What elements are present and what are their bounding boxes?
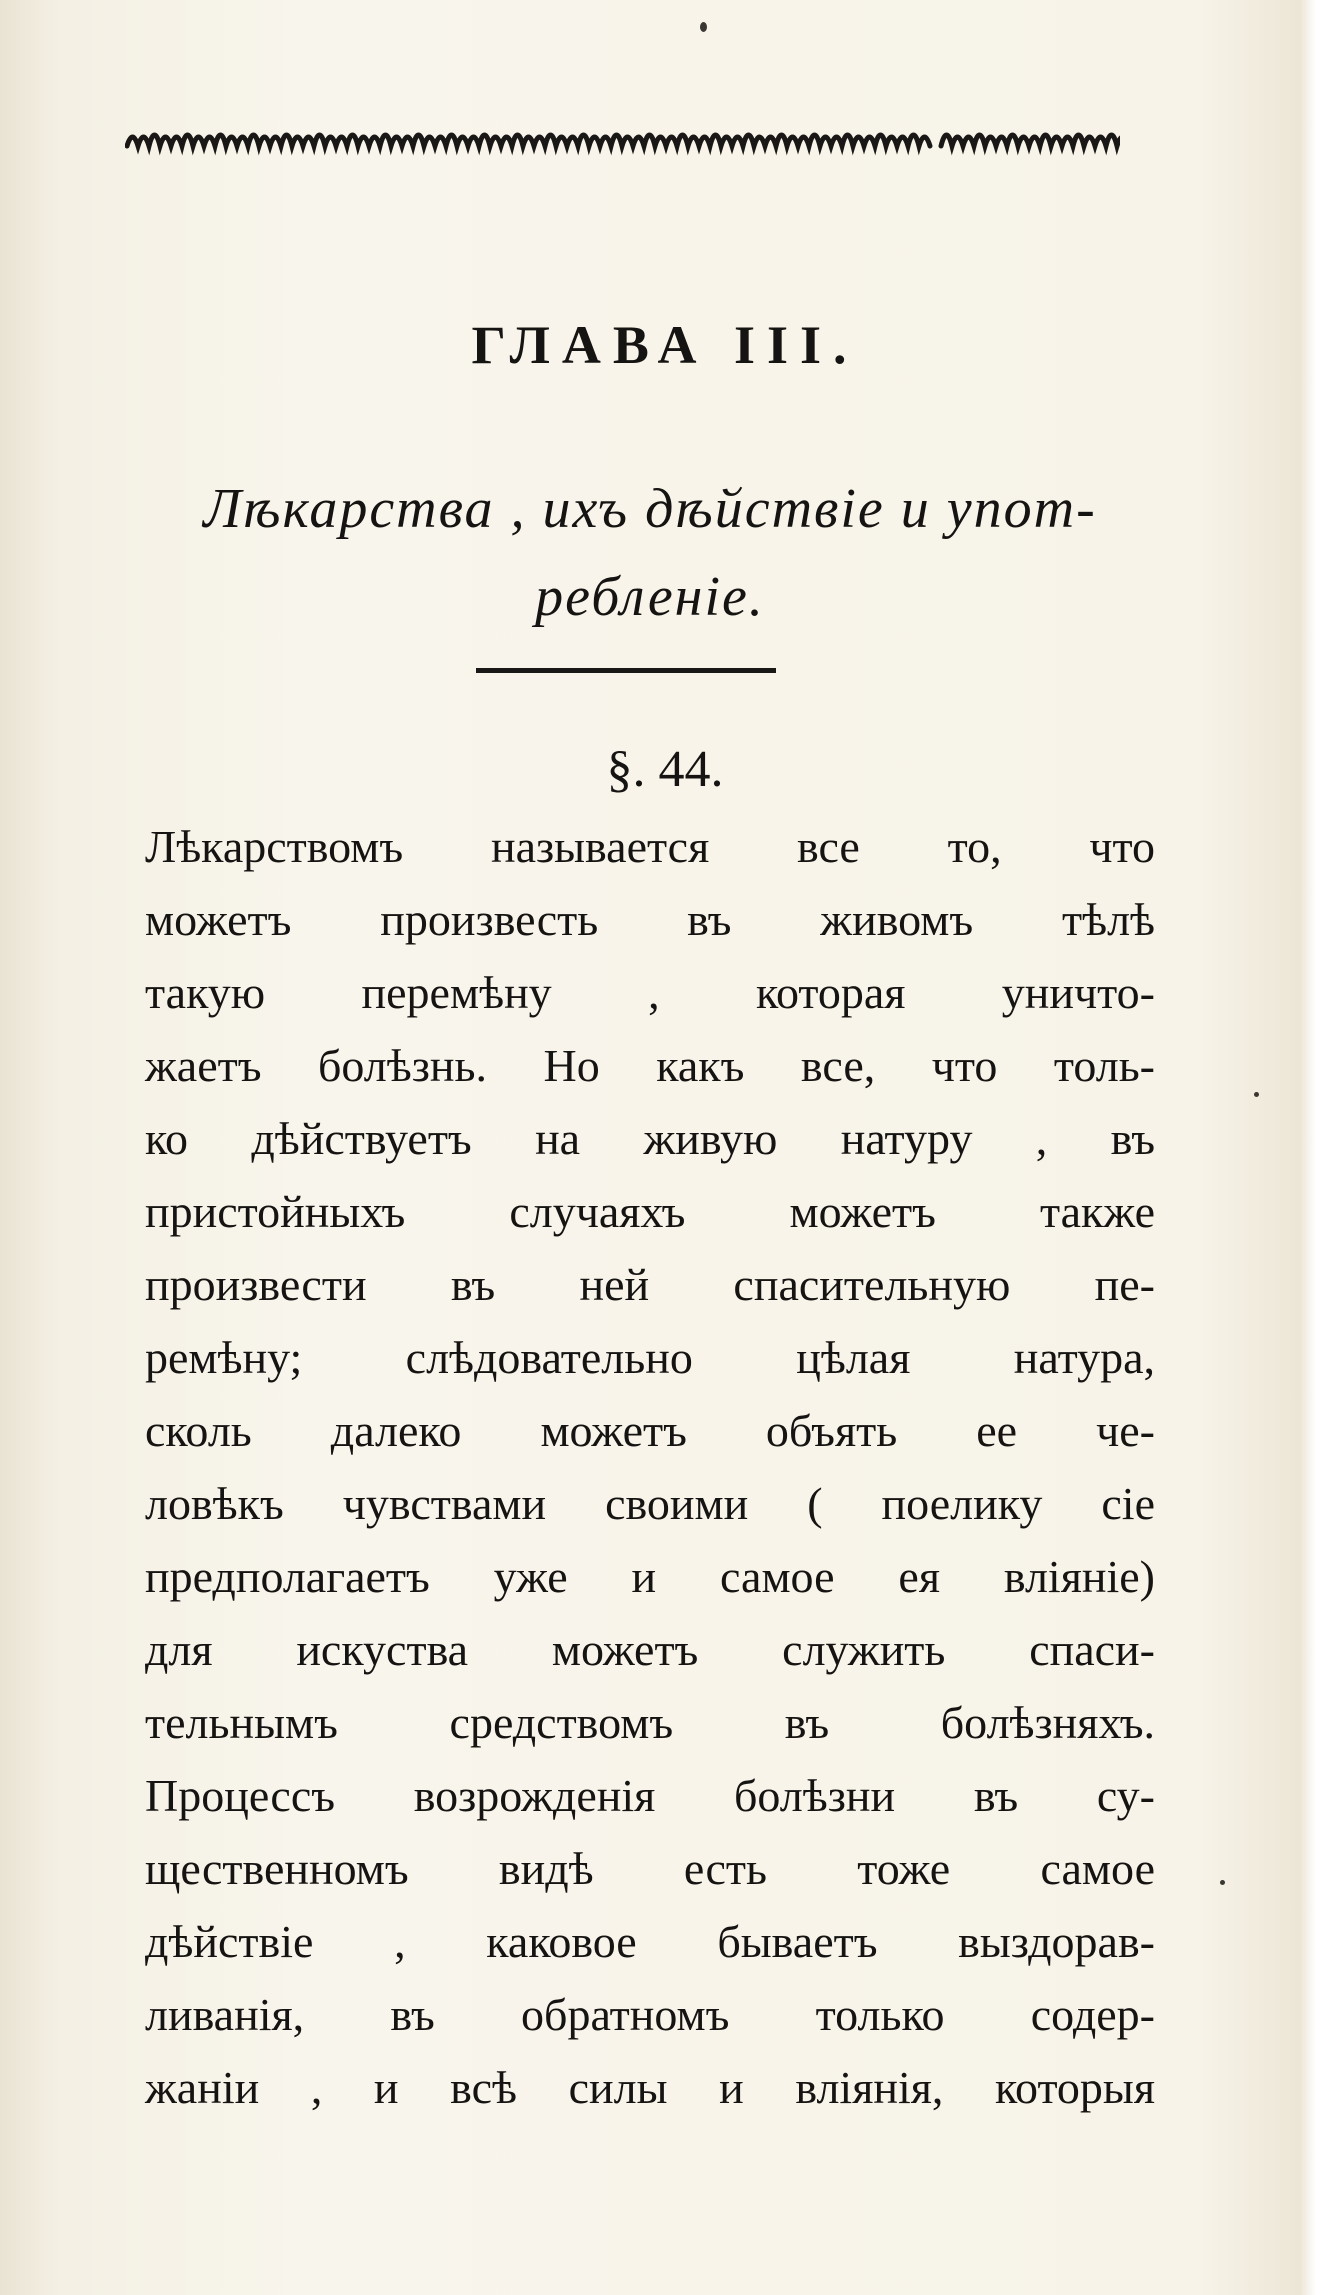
ink-speck (1220, 1880, 1225, 1885)
text-line: пристойныхъ случаяхъ можетъ также (145, 1186, 1155, 1237)
text-line: жаніи , и всѣ силы и вліянія, которыя (145, 2062, 1155, 2113)
text-line: можетъ произвесть въ живомъ тѣлѣ (145, 894, 1155, 945)
text-line: ливанія, въ обратномъ только содер- (145, 1989, 1155, 2040)
body-paragraph (145, 810, 1155, 2124)
text-line: ловѣкъ чувствами своими ( поелику сіе (145, 1478, 1155, 1529)
text-line: Процессъ возрожденія болѣзни въ су- (145, 1770, 1155, 1821)
chapter-subtitle (150, 465, 1150, 641)
text-line: ремѣну; слѣдовательно цѣлая натура, (145, 1332, 1155, 1383)
text-line: жаетъ болѣзнь. Но какъ все, что толь- (145, 1040, 1155, 1091)
text-line: произвести въ ней спасительную пе- (145, 1259, 1155, 1310)
text-line: такую перемѣну , которая уничто- (145, 967, 1155, 1018)
ink-speck (1254, 1092, 1259, 1097)
chapter-title: ГЛАВА III. (471, 315, 859, 375)
chapter-subtitle-line: Лѣкарства , ихъ дѣйствіе и упот- (203, 478, 1097, 540)
text-line: сколь далеко можетъ объять ее че- (145, 1405, 1155, 1456)
section-divider-rule (476, 668, 776, 673)
text-line: предполагаетъ уже и самое ея вліяніе) (145, 1551, 1155, 1602)
text-line: Лѣкарствомъ называется все то, что (145, 821, 1155, 872)
text-line: щественномъ видѣ есть тоже самое (145, 1843, 1155, 1894)
text-line: для искуства можетъ служить спаси- (145, 1624, 1155, 1675)
decorative-border-ornament (125, 120, 1120, 156)
ink-speck (700, 22, 707, 32)
text-line: ко дѣйствуетъ на живую натуру , въ (145, 1113, 1155, 1164)
chapter-subtitle-line: ребленіе. (535, 566, 765, 628)
text-line: тельнымъ средствомъ въ болѣзняхъ. (145, 1697, 1155, 1748)
section-number: §. 44. (606, 741, 724, 798)
text-line: дѣйствіе , каковое бываетъ выздорав- (145, 1916, 1155, 1967)
